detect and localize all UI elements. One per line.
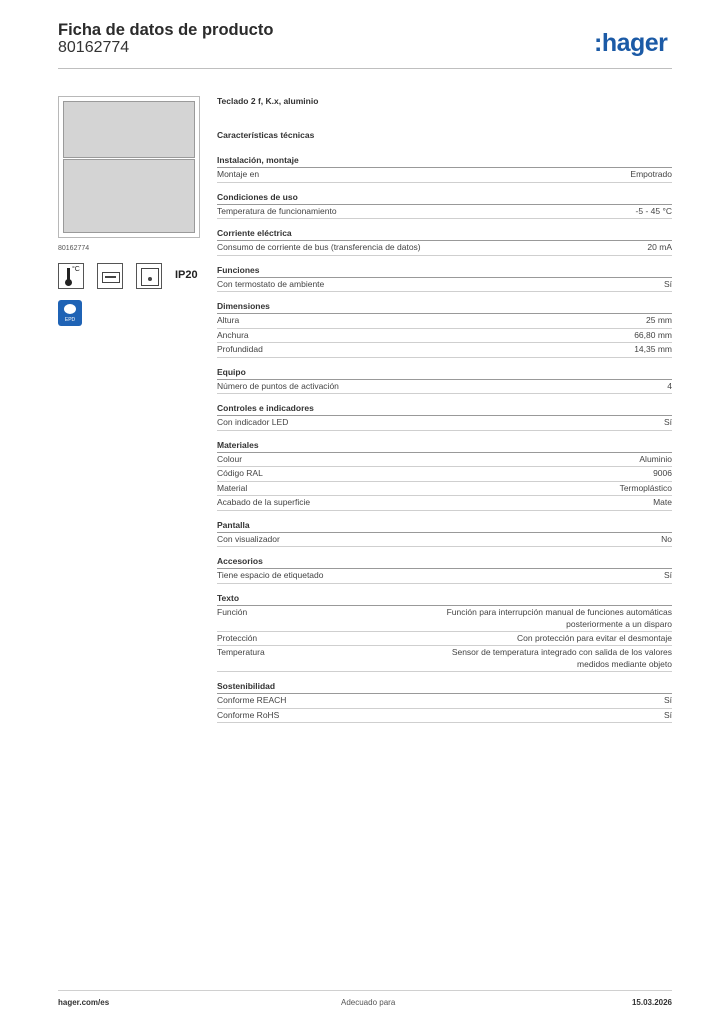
spec-value: Sí [663, 695, 672, 705]
section-title: Equipo [217, 366, 672, 380]
plate-bottom [63, 159, 195, 233]
spec-row [217, 632, 672, 647]
spec-row [217, 482, 672, 497]
spec-value: Con protección para evitar el desmontaje [517, 632, 672, 643]
plate-top [63, 101, 195, 158]
spec-label: Protección [217, 632, 258, 643]
footer-divider [58, 990, 672, 991]
spec-row [217, 416, 672, 431]
spec-row [217, 453, 672, 468]
spec-row [217, 694, 672, 709]
epd-icon [58, 300, 82, 326]
spec-label: Colour [217, 453, 243, 464]
spec-value: -5 - 45 °C [635, 205, 672, 216]
spec-row [217, 467, 672, 482]
section-title: Dimensiones [217, 300, 672, 314]
spec-value: Termoplástico [619, 482, 672, 493]
spec-row [217, 380, 672, 395]
thermometer-icon [58, 263, 84, 289]
spec-label: Conforme RoHS [217, 709, 280, 720]
section-title: Sostenibilidad [217, 680, 672, 694]
spec-value: Empotrado [630, 169, 672, 179]
section-title: Condiciones de uso [217, 191, 672, 205]
spec-label: Temperatura de funcionamiento [217, 205, 337, 216]
temp-unit-label: °C [72, 266, 80, 273]
spec-label: Conforme REACH [217, 695, 287, 705]
spec-row [217, 569, 672, 584]
spec-value: Aluminio [639, 453, 672, 464]
spec-value: Sensor de temperatura integrado con salida de los valores medidos mediante objeto [451, 647, 672, 669]
spec-value: Función para interrupción manual de funciones automáticas posteriormente a un disparo [446, 606, 672, 629]
spec-label: Consumo de corriente de bus (transferencia de datos) [217, 242, 421, 252]
spec-label: Con visualizador [217, 533, 280, 544]
spec-value: 66,80 mm [634, 329, 672, 340]
spec-label: Altura [217, 315, 240, 325]
footer-website[interactable]: hager.com/es [58, 998, 110, 1007]
product-title: Teclado 2 f, K.x, aluminio [217, 96, 319, 106]
display-device-icon [97, 263, 123, 289]
spec-row [217, 533, 672, 548]
section-title: Materiales [217, 439, 672, 453]
spec-value: Sí [663, 417, 672, 427]
spec-value: Mate [653, 497, 672, 507]
spec-value: 4 [667, 380, 672, 391]
spec-label: Tiene espacio de etiquetado [217, 570, 324, 580]
spec-label: Código RAL [217, 468, 263, 478]
hager-logo[interactable]: :hager [594, 29, 668, 57]
spec-value: Sí [663, 709, 672, 720]
tech-title: Características técnicas [217, 130, 315, 140]
ip-rating-label: IP20 [175, 269, 198, 281]
section-title: Corriente eléctrica [217, 227, 672, 241]
section-title: Texto [217, 592, 672, 606]
spec-row [217, 329, 672, 344]
spec-label: Material [217, 482, 248, 493]
spec-label: Temperatura [217, 647, 265, 657]
section-title: Funciones [217, 264, 672, 278]
product-code: 80162774 [58, 39, 130, 56]
spec-row [217, 241, 672, 256]
spec-label: Función [217, 606, 248, 617]
spec-row [217, 168, 672, 183]
spec-row [217, 343, 672, 358]
spec-row [217, 709, 672, 724]
section-title: Pantalla [217, 519, 672, 533]
spec-label: Con indicador LED [217, 417, 289, 427]
spec-value: Sí [663, 278, 672, 289]
spec-label: Anchura [217, 329, 249, 340]
spec-row [217, 606, 672, 632]
spec-label: Montaje en [217, 169, 260, 179]
footer-date: 15.03.2026 [631, 998, 672, 1007]
epd-label: EPD [64, 317, 76, 323]
spec-row [217, 205, 672, 220]
spec-value: 25 mm [646, 315, 672, 325]
image-caption: 80162774 [58, 245, 90, 252]
section-title: Instalación, montaje [217, 154, 672, 168]
spec-label: Profundidad [217, 344, 263, 354]
sensor-icon [136, 263, 162, 289]
spec-label: Acabado de la superficie [217, 497, 311, 507]
spec-value: 14,35 mm [634, 344, 672, 354]
page-title: Ficha de datos de producto [58, 21, 274, 39]
spec-value: Sí [663, 570, 672, 580]
section-title: Accesorios [217, 555, 672, 569]
spec-value: No [661, 533, 672, 544]
header-divider [58, 68, 672, 69]
section-title: Controles e indicadores [217, 402, 672, 416]
spec-row [217, 314, 672, 329]
spec-row [217, 278, 672, 293]
product-image [58, 96, 200, 238]
spec-row [217, 496, 672, 511]
footer-suitable: Adecuado para [341, 998, 396, 1007]
spec-row [217, 646, 672, 672]
spec-value: 20 mA [647, 242, 672, 252]
specs-list [217, 154, 672, 723]
spec-value: 9006 [653, 468, 672, 478]
spec-label: Número de puntos de activación [217, 380, 339, 391]
spec-label: Con termostato de ambiente [217, 278, 325, 289]
